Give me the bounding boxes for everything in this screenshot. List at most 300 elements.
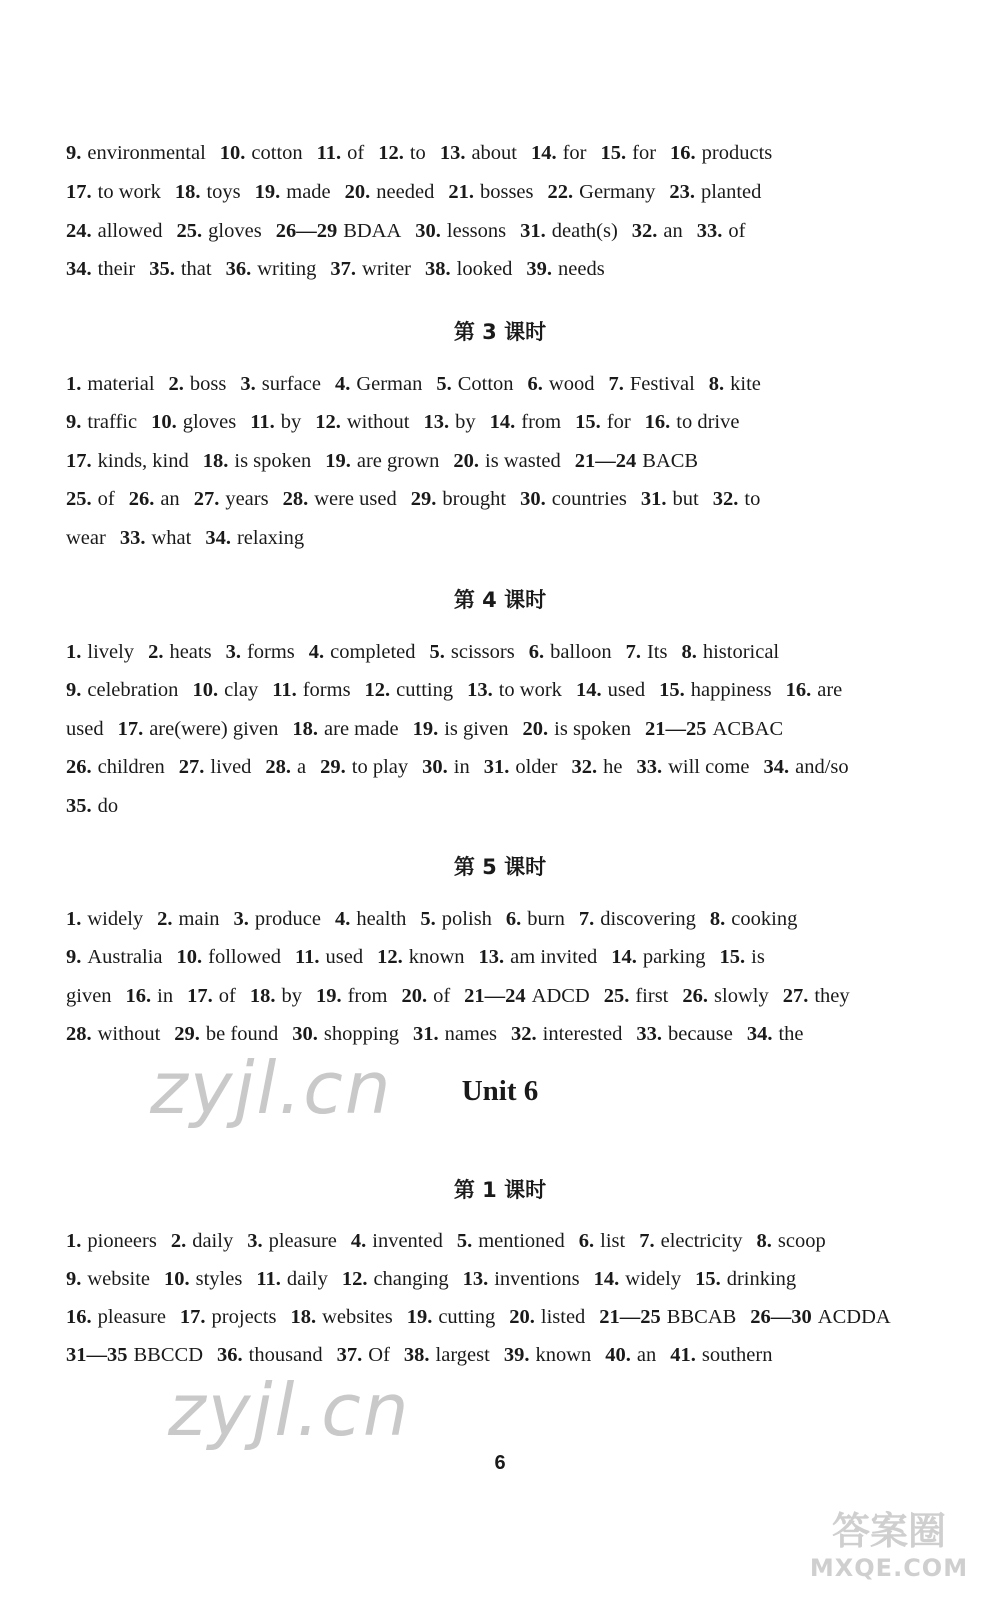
answer-number: 34. bbox=[763, 756, 790, 778]
answer-item bbox=[66, 641, 134, 663]
answer-item bbox=[175, 181, 241, 203]
answer-item bbox=[272, 679, 350, 701]
answer-number: 4. bbox=[334, 908, 351, 930]
answer-text: discovering bbox=[600, 908, 696, 930]
answer-item bbox=[169, 373, 227, 395]
answer-item bbox=[149, 258, 211, 280]
answer-text: of bbox=[433, 985, 451, 1007]
answer-text: an bbox=[663, 220, 683, 242]
answer-number: 10. bbox=[164, 1268, 190, 1290]
answer-number: 8. bbox=[681, 641, 697, 663]
answer-number: 23. bbox=[669, 181, 696, 203]
answer-item bbox=[464, 985, 590, 1007]
answer-number: 30. bbox=[415, 220, 441, 242]
answer-line bbox=[66, 182, 946, 203]
answer-number: 6. bbox=[578, 1230, 595, 1252]
answer-number: 31. bbox=[640, 488, 667, 510]
answer-number: 32. bbox=[511, 1023, 537, 1045]
answer-text: were used bbox=[314, 488, 397, 510]
answer-text: older bbox=[515, 756, 558, 778]
answer-item bbox=[407, 1306, 496, 1328]
answer-item bbox=[504, 1344, 591, 1366]
answer-line bbox=[66, 796, 946, 817]
answer-text: German bbox=[356, 373, 423, 395]
answer-text: Festival bbox=[629, 373, 695, 395]
answer-text: Its bbox=[646, 641, 668, 663]
answer-number: 7. bbox=[625, 641, 641, 663]
watermark: zyjl.cn bbox=[168, 1368, 411, 1452]
answer-text: lived bbox=[210, 756, 252, 778]
answer-item bbox=[608, 373, 694, 395]
answer-line bbox=[66, 259, 946, 280]
answer-item bbox=[120, 527, 191, 549]
answer-item bbox=[509, 1306, 585, 1328]
answer-number: 13. bbox=[439, 142, 466, 164]
answer-item bbox=[255, 181, 331, 203]
answer-text: from bbox=[521, 411, 562, 433]
answer-item bbox=[440, 142, 517, 164]
answer-number: 6. bbox=[505, 908, 522, 930]
answer-number: 16. bbox=[785, 679, 812, 701]
answer-text: be found bbox=[205, 1023, 279, 1045]
answer-text: wear bbox=[66, 527, 106, 549]
lesson-heading: 第 1 课时 bbox=[453, 1178, 547, 1202]
answer-number: 33. bbox=[636, 756, 663, 778]
answer-number: 14. bbox=[489, 411, 516, 433]
answer-number: 34. bbox=[746, 1023, 773, 1045]
answer-item bbox=[315, 411, 409, 433]
answer-text: are bbox=[817, 679, 843, 701]
answer-number: 37. bbox=[330, 258, 357, 280]
answer-text: names bbox=[444, 1023, 498, 1045]
answer-text: pleasure bbox=[97, 1306, 166, 1328]
answer-text: brought bbox=[442, 488, 507, 510]
answer-item bbox=[226, 258, 317, 280]
answer-text: produce bbox=[254, 908, 321, 930]
answer-text: bosses bbox=[479, 181, 534, 203]
lesson-heading: 第 3 课时 bbox=[453, 320, 547, 344]
answer-number: 13. bbox=[462, 1268, 489, 1290]
answer-number: 33. bbox=[636, 1023, 662, 1045]
watermark: zyjl.cn bbox=[150, 1046, 393, 1130]
answer-item bbox=[430, 641, 515, 663]
answer-number: 21—25 bbox=[645, 718, 707, 740]
answer-line bbox=[66, 909, 946, 930]
answer-text: is spoken bbox=[554, 718, 632, 740]
answer-number: 7. bbox=[578, 908, 595, 930]
answer-number: 27. bbox=[178, 756, 205, 778]
answer-number: 17. bbox=[66, 181, 92, 203]
answer-item bbox=[520, 220, 618, 242]
answer-text: widely bbox=[625, 1268, 682, 1290]
answer-item bbox=[66, 220, 163, 242]
answer-line bbox=[66, 221, 946, 242]
answer-number: 8. bbox=[756, 1230, 772, 1252]
answer-text: in bbox=[453, 756, 470, 778]
answer-item bbox=[605, 1344, 656, 1366]
answer-number: 11. bbox=[316, 142, 342, 164]
answer-text: celebration bbox=[87, 679, 179, 701]
answer-number: 14. bbox=[530, 142, 557, 164]
answer-number: 26. bbox=[682, 985, 709, 1007]
answer-text: their bbox=[97, 258, 136, 280]
answer-number: 30. bbox=[292, 1023, 318, 1045]
answer-item bbox=[783, 985, 850, 1007]
answer-text: mentioned bbox=[478, 1230, 565, 1252]
answer-number: 6. bbox=[527, 373, 543, 395]
answer-item bbox=[639, 1230, 742, 1252]
answer-item bbox=[463, 1268, 580, 1290]
answer-number: 39. bbox=[503, 1344, 530, 1366]
answer-item bbox=[511, 1023, 622, 1045]
answer-text: followed bbox=[208, 946, 282, 968]
lesson-heading: 第 4 课时 bbox=[453, 588, 547, 612]
answer-number: 28. bbox=[265, 756, 292, 778]
answer-number: 5. bbox=[429, 641, 445, 663]
answer-item bbox=[523, 718, 632, 740]
answer-item bbox=[335, 908, 406, 930]
answer-number: 34. bbox=[205, 527, 231, 549]
answer-number: 21—24 bbox=[464, 985, 526, 1007]
answer-item bbox=[453, 450, 560, 472]
answer-number: 26—29 bbox=[275, 220, 338, 242]
answer-number: 16. bbox=[644, 411, 671, 433]
answer-line bbox=[66, 374, 946, 395]
answer-item bbox=[490, 411, 561, 433]
answer-text: scissors bbox=[450, 641, 515, 663]
answer-text: is wasted bbox=[485, 450, 561, 472]
answer-line bbox=[66, 528, 946, 549]
answer-text: material bbox=[87, 373, 155, 395]
answer-item bbox=[187, 985, 236, 1007]
answer-text: what bbox=[151, 527, 192, 549]
answer-text: used bbox=[607, 679, 646, 701]
answer-number: 20. bbox=[401, 985, 428, 1007]
answer-number: 30. bbox=[422, 756, 448, 778]
answer-text: of bbox=[97, 488, 115, 510]
answer-text: are(were) given bbox=[149, 718, 279, 740]
answer-item bbox=[217, 1344, 323, 1366]
answer-line bbox=[66, 1231, 946, 1252]
answer-text: invented bbox=[372, 1230, 443, 1252]
answer-text: known bbox=[408, 946, 465, 968]
answer-item bbox=[316, 985, 387, 1007]
answer-text: is spoken bbox=[234, 450, 312, 472]
answer-text: cutting bbox=[396, 679, 454, 701]
answer-text: to bbox=[409, 142, 426, 164]
answer-item bbox=[697, 220, 746, 242]
answer-item bbox=[66, 142, 206, 164]
answer-number: 2. bbox=[170, 1230, 187, 1252]
answer-item bbox=[548, 181, 656, 203]
answer-item bbox=[747, 1023, 804, 1045]
answer-text: historical bbox=[702, 641, 780, 663]
answer-number: 15. bbox=[695, 1268, 721, 1290]
answer-item bbox=[604, 985, 669, 1007]
answer-number: 2. bbox=[148, 641, 164, 663]
answer-item bbox=[179, 756, 252, 778]
answer-text: they bbox=[814, 985, 850, 1007]
answer-item bbox=[66, 1306, 166, 1328]
answer-item bbox=[457, 1230, 565, 1252]
answer-text: to bbox=[744, 488, 761, 510]
answer-number: 18. bbox=[292, 718, 319, 740]
answer-text: parking bbox=[642, 946, 706, 968]
answer-number: 17. bbox=[117, 718, 144, 740]
answer-text: BBCCD bbox=[133, 1344, 203, 1366]
answer-number: 4. bbox=[334, 373, 351, 395]
answer-number: 19. bbox=[325, 450, 351, 472]
answer-item bbox=[164, 1268, 242, 1290]
answer-number: 18. bbox=[174, 181, 201, 203]
answer-text: first bbox=[635, 985, 669, 1007]
answer-text: of bbox=[728, 220, 746, 242]
answer-text: writer bbox=[362, 258, 411, 280]
answer-item bbox=[148, 641, 212, 663]
answer-item bbox=[681, 641, 779, 663]
answer-number: 4. bbox=[350, 1230, 367, 1252]
answer-item bbox=[670, 1344, 772, 1366]
answer-item bbox=[192, 679, 258, 701]
answer-text: are made bbox=[324, 718, 399, 740]
answer-text: used bbox=[66, 718, 104, 740]
answer-item bbox=[290, 1306, 392, 1328]
answer-line bbox=[66, 947, 946, 968]
answer-text: but bbox=[672, 488, 699, 510]
answer-text: by bbox=[281, 985, 302, 1007]
answer-text: children bbox=[97, 756, 165, 778]
answer-text: southern bbox=[701, 1344, 773, 1366]
answer-item bbox=[484, 756, 558, 778]
answer-number: 28. bbox=[282, 488, 309, 510]
answer-number: 15. bbox=[600, 142, 627, 164]
answer-number: 36. bbox=[225, 258, 252, 280]
answer-text: completed bbox=[330, 641, 416, 663]
answer-text: website bbox=[87, 1268, 150, 1290]
answer-number: 15. bbox=[659, 679, 685, 701]
answer-item bbox=[709, 373, 761, 395]
answer-number: 14. bbox=[593, 1268, 620, 1290]
answer-number: 6. bbox=[528, 641, 545, 663]
answer-item bbox=[66, 1344, 203, 1366]
answer-number: 16. bbox=[66, 1306, 92, 1328]
answer-item bbox=[66, 450, 189, 472]
answer-text: projects bbox=[211, 1306, 277, 1328]
answer-number: 8. bbox=[709, 908, 726, 930]
answer-text: websites bbox=[322, 1306, 393, 1328]
answer-number: 3. bbox=[233, 908, 249, 930]
answer-text: forms bbox=[302, 679, 351, 701]
answer-number: 19. bbox=[254, 181, 281, 203]
answer-text: are grown bbox=[356, 450, 440, 472]
answer-number: 18. bbox=[202, 450, 229, 472]
answer-item bbox=[66, 488, 115, 510]
answer-text: BDAA bbox=[343, 220, 402, 242]
answer-item bbox=[177, 220, 262, 242]
answer-item bbox=[575, 411, 631, 433]
answer-item bbox=[529, 641, 612, 663]
answer-item bbox=[325, 450, 439, 472]
answer-item bbox=[413, 1023, 497, 1045]
answer-text: changing bbox=[373, 1268, 449, 1290]
answer-number: 5. bbox=[436, 373, 452, 395]
answer-text: will come bbox=[668, 756, 750, 778]
answer-text: relaxing bbox=[236, 527, 305, 549]
answer-item bbox=[520, 488, 627, 510]
answer-item bbox=[66, 258, 135, 280]
answer-text: a bbox=[297, 756, 307, 778]
answer-number: 16. bbox=[125, 985, 152, 1007]
answer-number: 25. bbox=[176, 220, 203, 242]
answer-item bbox=[579, 908, 696, 930]
answer-text: kite bbox=[730, 373, 761, 395]
answer-number: 12. bbox=[378, 142, 404, 164]
answer-item bbox=[404, 1344, 490, 1366]
answer-text: products bbox=[701, 142, 773, 164]
answer-text: Germany bbox=[579, 181, 656, 203]
answer-number: 15. bbox=[575, 411, 601, 433]
answer-text: and/so bbox=[795, 756, 849, 778]
answer-text: electricity bbox=[660, 1230, 743, 1252]
answer-item bbox=[764, 756, 849, 778]
answer-line bbox=[66, 1307, 946, 1328]
answer-number: 21—25 bbox=[599, 1306, 661, 1328]
answer-number: 8. bbox=[708, 373, 725, 395]
answer-text: cutting bbox=[438, 1306, 496, 1328]
answer-item bbox=[292, 718, 398, 740]
answer-number: 34. bbox=[66, 258, 92, 280]
answer-number: 28. bbox=[66, 1023, 92, 1045]
answer-number: 1. bbox=[66, 373, 82, 395]
answer-text: am invited bbox=[510, 946, 598, 968]
answer-text: inventions bbox=[494, 1268, 580, 1290]
answer-line bbox=[66, 1269, 946, 1290]
answer-text: list bbox=[600, 1230, 626, 1252]
answer-item bbox=[247, 1230, 337, 1252]
answer-text: in bbox=[157, 985, 174, 1007]
answer-text: slowly bbox=[714, 985, 769, 1007]
answer-number: 21. bbox=[448, 181, 474, 203]
answer-text: for bbox=[562, 142, 587, 164]
answer-text: boss bbox=[189, 373, 227, 395]
answer-item bbox=[467, 679, 562, 701]
answer-number: 25. bbox=[603, 985, 630, 1007]
answer-item bbox=[342, 1268, 449, 1290]
answer-number: 37. bbox=[336, 1344, 363, 1366]
answer-item bbox=[205, 527, 304, 549]
answer-number: 7. bbox=[608, 373, 624, 395]
answer-text: of bbox=[218, 985, 236, 1007]
answer-item bbox=[378, 142, 426, 164]
answer-item bbox=[528, 373, 595, 395]
answer-text: is given bbox=[444, 718, 509, 740]
answer-number: 39. bbox=[526, 258, 553, 280]
unit-title: Unit 6 bbox=[461, 1075, 539, 1107]
answer-text: needed bbox=[376, 181, 435, 203]
answer-text: pleasure bbox=[268, 1230, 337, 1252]
answer-item bbox=[317, 142, 365, 164]
answer-item bbox=[194, 488, 269, 510]
answer-number: 17. bbox=[66, 450, 92, 472]
answer-number: 3. bbox=[225, 641, 241, 663]
answer-text: by bbox=[280, 411, 302, 433]
answer-number: 1. bbox=[66, 908, 82, 930]
answer-line bbox=[66, 451, 946, 472]
answer-text: because bbox=[667, 1023, 733, 1045]
answer-number: 20. bbox=[344, 181, 371, 203]
answer-item bbox=[641, 488, 699, 510]
answer-number: 1. bbox=[66, 1230, 82, 1252]
answer-text: Of bbox=[368, 1344, 390, 1366]
answer-number: 38. bbox=[425, 258, 451, 280]
answer-item bbox=[411, 488, 506, 510]
answer-item bbox=[413, 718, 509, 740]
answer-number: 20. bbox=[453, 450, 480, 472]
answer-number: 29. bbox=[174, 1023, 200, 1045]
answer-item bbox=[670, 142, 772, 164]
answer-text: lively bbox=[87, 641, 135, 663]
answer-item bbox=[571, 756, 622, 778]
answer-text: from bbox=[347, 985, 388, 1007]
answer-text: interested bbox=[542, 1023, 623, 1045]
answer-item bbox=[750, 1306, 890, 1328]
answer-text: for bbox=[606, 411, 631, 433]
answer-number: 9. bbox=[66, 946, 82, 968]
answer-text: to work bbox=[498, 679, 562, 701]
answer-number: 14. bbox=[611, 946, 637, 968]
answer-item bbox=[710, 908, 797, 930]
answer-text: shopping bbox=[323, 1023, 400, 1045]
answer-text: largest bbox=[435, 1344, 490, 1366]
answer-item bbox=[425, 258, 512, 280]
answer-item bbox=[599, 1306, 736, 1328]
answer-item bbox=[157, 908, 219, 930]
answer-text: cooking bbox=[731, 908, 798, 930]
answer-text: styles bbox=[195, 1268, 243, 1290]
answer-text: ADCD bbox=[531, 985, 590, 1007]
answer-text: health bbox=[356, 908, 407, 930]
answer-line bbox=[66, 986, 946, 1007]
answer-item bbox=[345, 181, 435, 203]
answer-text: to drive bbox=[676, 411, 740, 433]
answer-item bbox=[526, 258, 604, 280]
answer-number: 12. bbox=[315, 411, 341, 433]
answer-item bbox=[601, 142, 657, 164]
answer-number: 21—24 bbox=[574, 450, 637, 472]
answer-text: without bbox=[346, 411, 410, 433]
answer-number: 31. bbox=[520, 220, 546, 242]
answer-text: drinking bbox=[726, 1268, 797, 1290]
answer-item bbox=[576, 679, 645, 701]
answer-item bbox=[713, 488, 761, 510]
answer-line bbox=[66, 1024, 946, 1045]
answer-number: 35. bbox=[66, 795, 92, 817]
answer-number: 17. bbox=[179, 1306, 206, 1328]
answer-number: 11. bbox=[250, 411, 275, 433]
answer-line bbox=[66, 642, 946, 663]
answer-item bbox=[420, 908, 492, 930]
answer-number: 30. bbox=[520, 488, 546, 510]
answer-item bbox=[66, 411, 137, 433]
answer-item bbox=[180, 1306, 277, 1328]
answer-number: 3. bbox=[240, 373, 256, 395]
answer-text: by bbox=[455, 411, 476, 433]
answer-text: BBCAB bbox=[666, 1306, 737, 1328]
answer-number: 20. bbox=[522, 718, 549, 740]
answer-item bbox=[226, 641, 295, 663]
answer-line bbox=[66, 489, 946, 510]
answer-number: 14. bbox=[575, 679, 602, 701]
